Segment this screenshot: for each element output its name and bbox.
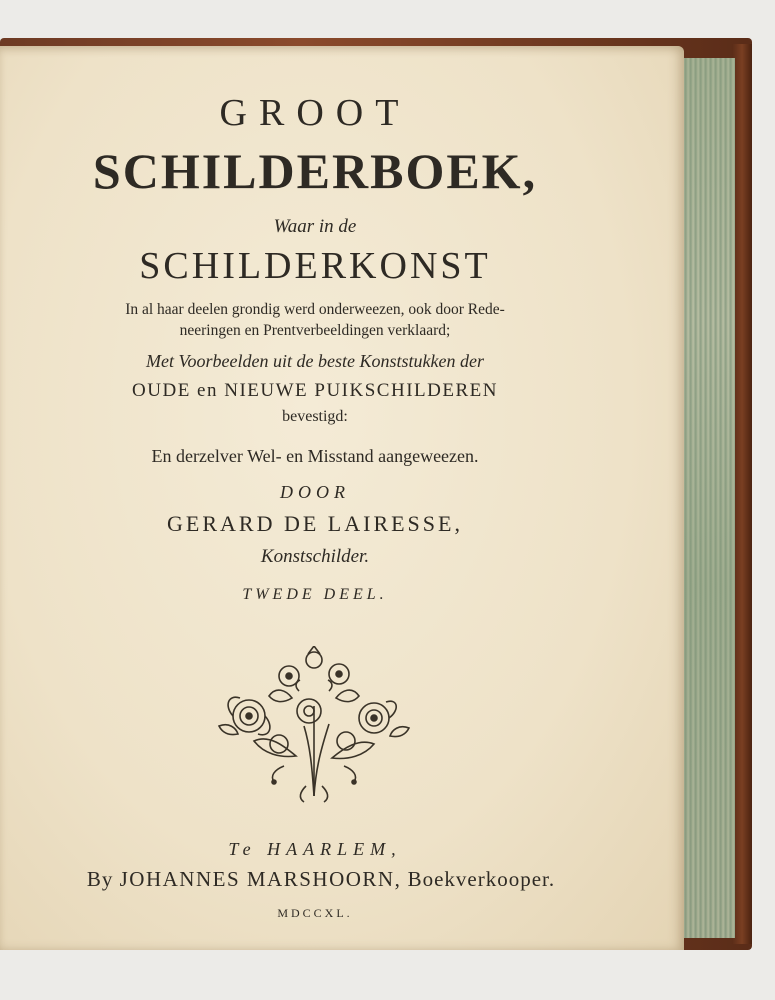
description-line-1: In al haar deelen grondig werd onderweezen, ook door Rede-	[125, 301, 505, 318]
title-page	[0, 46, 684, 950]
imprint-publisher: JOHANNES MARSHOORN,	[119, 867, 402, 891]
author-door: DOOR	[280, 482, 350, 502]
description-line-3: Met Voorbeelden uit de beste Konststukken der	[146, 351, 484, 371]
imprint-year: MDCCXL.	[277, 906, 353, 920]
subtitle-schilderkonst: SCHILDERKONST	[139, 245, 491, 287]
imprint-publisher-line	[6, 867, 636, 892]
imprint-by: By	[86, 867, 114, 891]
description-line-6: En derzelver Wel- en Misstand aangeweezen.	[151, 446, 479, 466]
imprint-role: Boekverkooper.	[407, 867, 556, 891]
title-groot: GROOT	[219, 92, 411, 134]
flower-bouquet-icon	[214, 646, 414, 806]
author-name: GERARD DE LAIRESSE,	[167, 511, 463, 536]
description-line-5: bevestigd:	[282, 408, 348, 425]
imprint-place: Te HAARLEM,	[228, 839, 402, 859]
description-line-2: neeringen en Prentverbeeldingen verklaard;	[179, 322, 451, 339]
volume-label: TWEDE DEEL.	[242, 586, 388, 603]
cover-edge	[732, 44, 752, 944]
description-line-4: OUDE en NIEUWE PUIKSCHILDEREN	[132, 380, 498, 401]
author-role: Konstschilder.	[260, 546, 370, 567]
page-edges	[676, 58, 735, 938]
title-schilderboek: SCHILDERBOEK,	[92, 143, 538, 199]
subtitle-waar-in-de: Waar in de	[273, 216, 357, 237]
